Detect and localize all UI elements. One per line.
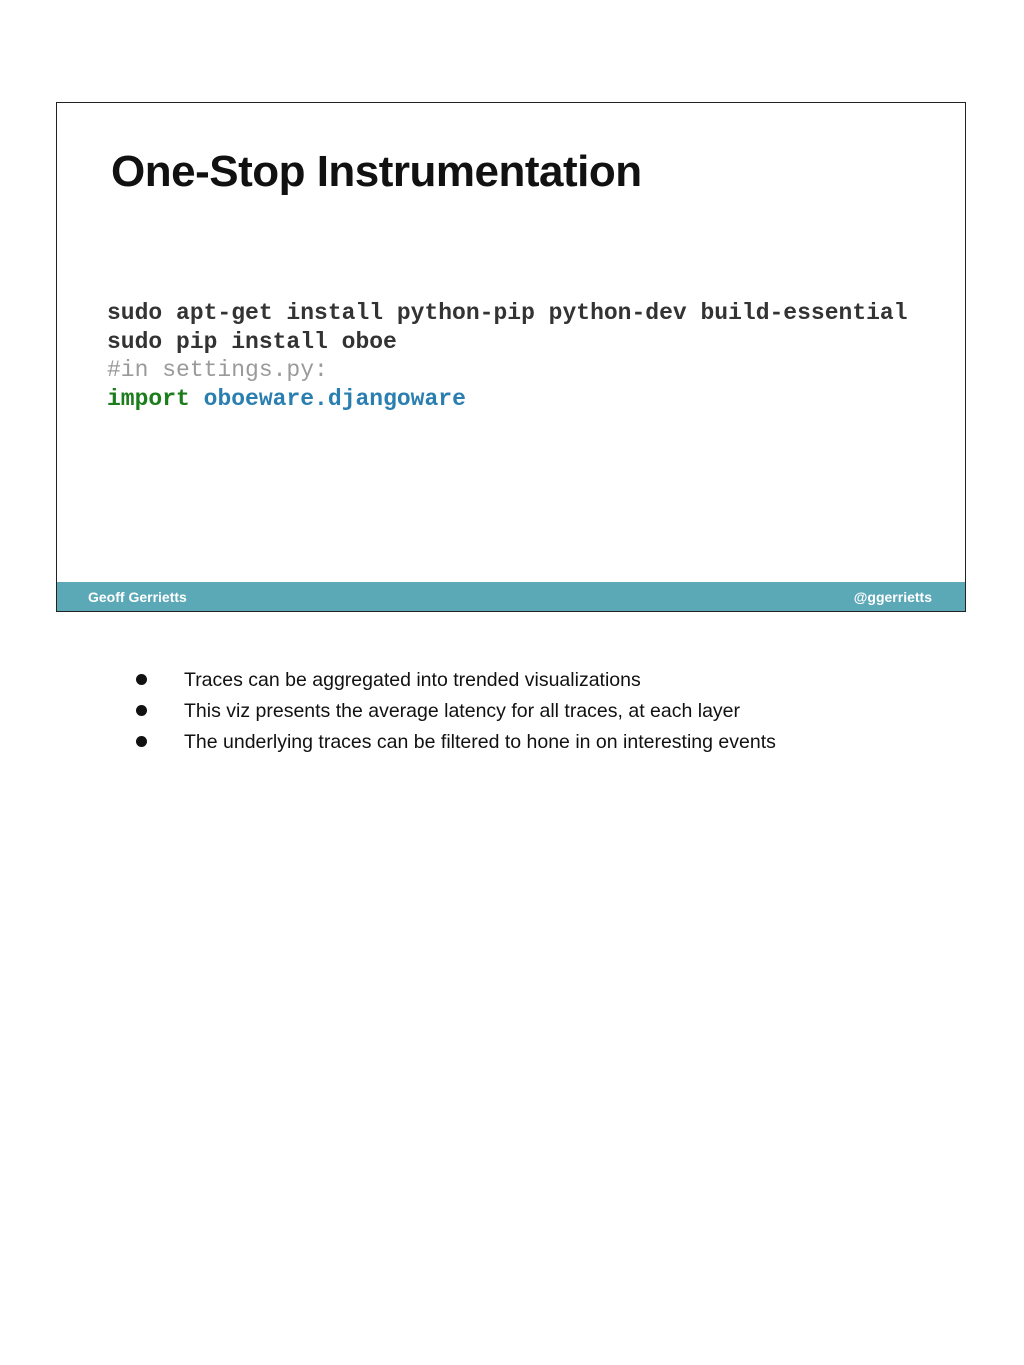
bullet-icon bbox=[136, 705, 147, 716]
notes-item bbox=[130, 697, 776, 728]
code-line-2: sudo pip install oboe bbox=[107, 328, 397, 355]
bullet-icon bbox=[136, 674, 147, 685]
footer-handle: @ggerrietts bbox=[853, 589, 932, 605]
notes-item bbox=[130, 728, 776, 759]
footer-author: Geoff Gerrietts bbox=[88, 589, 187, 605]
slide-footer bbox=[57, 582, 965, 611]
notes-item-text: This viz presents the average latency for all traces, at each layer bbox=[184, 700, 741, 722]
code-import-module: oboeware.djangoware bbox=[203, 385, 466, 412]
code-line-3-comment: #in settings.py: bbox=[107, 357, 328, 383]
slide-title: One-Stop Instrumentation bbox=[111, 147, 642, 196]
notes-item-text: The underlying traces can be filtered to hone in on interesting events bbox=[184, 731, 776, 753]
code-block bbox=[107, 299, 908, 413]
slide-frame bbox=[56, 102, 966, 612]
code-line-1: sudo apt-get install python-pip python-dev build-essential bbox=[107, 300, 908, 326]
speaker-notes-list bbox=[130, 666, 776, 759]
code-import-keyword: import bbox=[107, 385, 190, 412]
notes-item bbox=[130, 666, 776, 697]
notes-item-text: Traces can be aggregated into trended visualizations bbox=[184, 669, 641, 691]
code-line-4 bbox=[107, 385, 908, 414]
bullet-icon bbox=[136, 736, 147, 747]
